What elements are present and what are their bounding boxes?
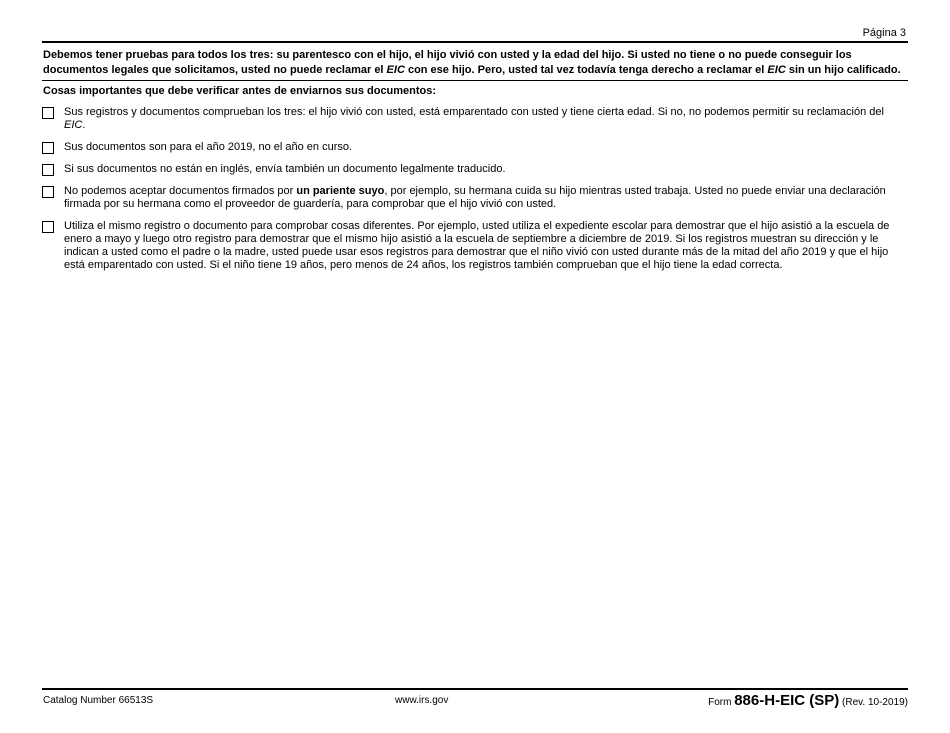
checkbox[interactable]: [42, 221, 54, 233]
checklist-item: Utiliza el mismo registro o documento para comprobar cosas diferentes. Por ejemplo, usted utiliza el expediente escolar para demostrar que el hijo asistió a la escuela de enero a mayo y luego otro registro para demostrar que el mismo hijo asistió a la escuela de septiembre a diciembre de 2019. Si los registros muestran su dirección y le indican a usted como el padre o la madre, usted puede usar esos registros para demostrar que el niño vivió con usted durante más de la mitad del año 2019 y que el hijo está emparentado con usted. Si el niño tiene 19 años, pero menos de 24 años, los registros también comprueban que el hijo tiene la edad correcta.: [42, 220, 908, 272]
checklist-item: Sus documentos son para el año 2019, no el año en curso.: [42, 141, 908, 154]
footer-rule: [42, 688, 908, 690]
checkbox[interactable]: [42, 107, 54, 119]
intro-paragraph: Debemos tener pruebas para todos los tres: su parentesco con el hijo, el hijo vivió con usted y la edad del hijo. Si usted no tiene o no puede conseguir los documentos legales que solicitamos, usted no puede reclamar el EIC con ese hijo. Pero, usted tal vez todavía tenga derecho a reclamar el EIC sin un hijo calificado.: [43, 49, 901, 76]
checkbox[interactable]: [42, 164, 54, 176]
website-link[interactable]: www.irs.gov: [395, 695, 449, 706]
page-number: Página 3: [862, 27, 906, 39]
checklist-heading: Cosas importantes que debe verificar antes de enviarnos sus documentos:: [43, 85, 437, 97]
footer: [43, 692, 908, 709]
section-divider: [42, 80, 908, 81]
checklist-item: Sus registros y documentos comprueban los tres: el hijo vivió con usted, está emparentado con usted y tiene cierta edad. Si no, no podemos permitir su reclamación del EIC.: [42, 106, 908, 132]
header-rule: [42, 41, 908, 43]
form-identifier: Form 886-H-EIC (SP) (Rev. 10-2019): [708, 692, 908, 709]
catalog-number: Catalog Number 66513S: [43, 695, 154, 706]
checklist-item: No podemos aceptar documentos firmados por un pariente suyo, por ejemplo, su hermana cuida su hijo mientras usted trabaja. Usted no puede enviar una declaración firmada por su hermana como el proveedor de guardería, para comprobar que el hijo vivió con usted.: [42, 185, 908, 211]
checkbox[interactable]: [42, 142, 54, 154]
checklist: [42, 106, 908, 272]
checkbox[interactable]: [42, 186, 54, 198]
checklist-item: Si sus documentos no están en inglés, envía también un documento legalmente traducido.: [42, 163, 908, 176]
